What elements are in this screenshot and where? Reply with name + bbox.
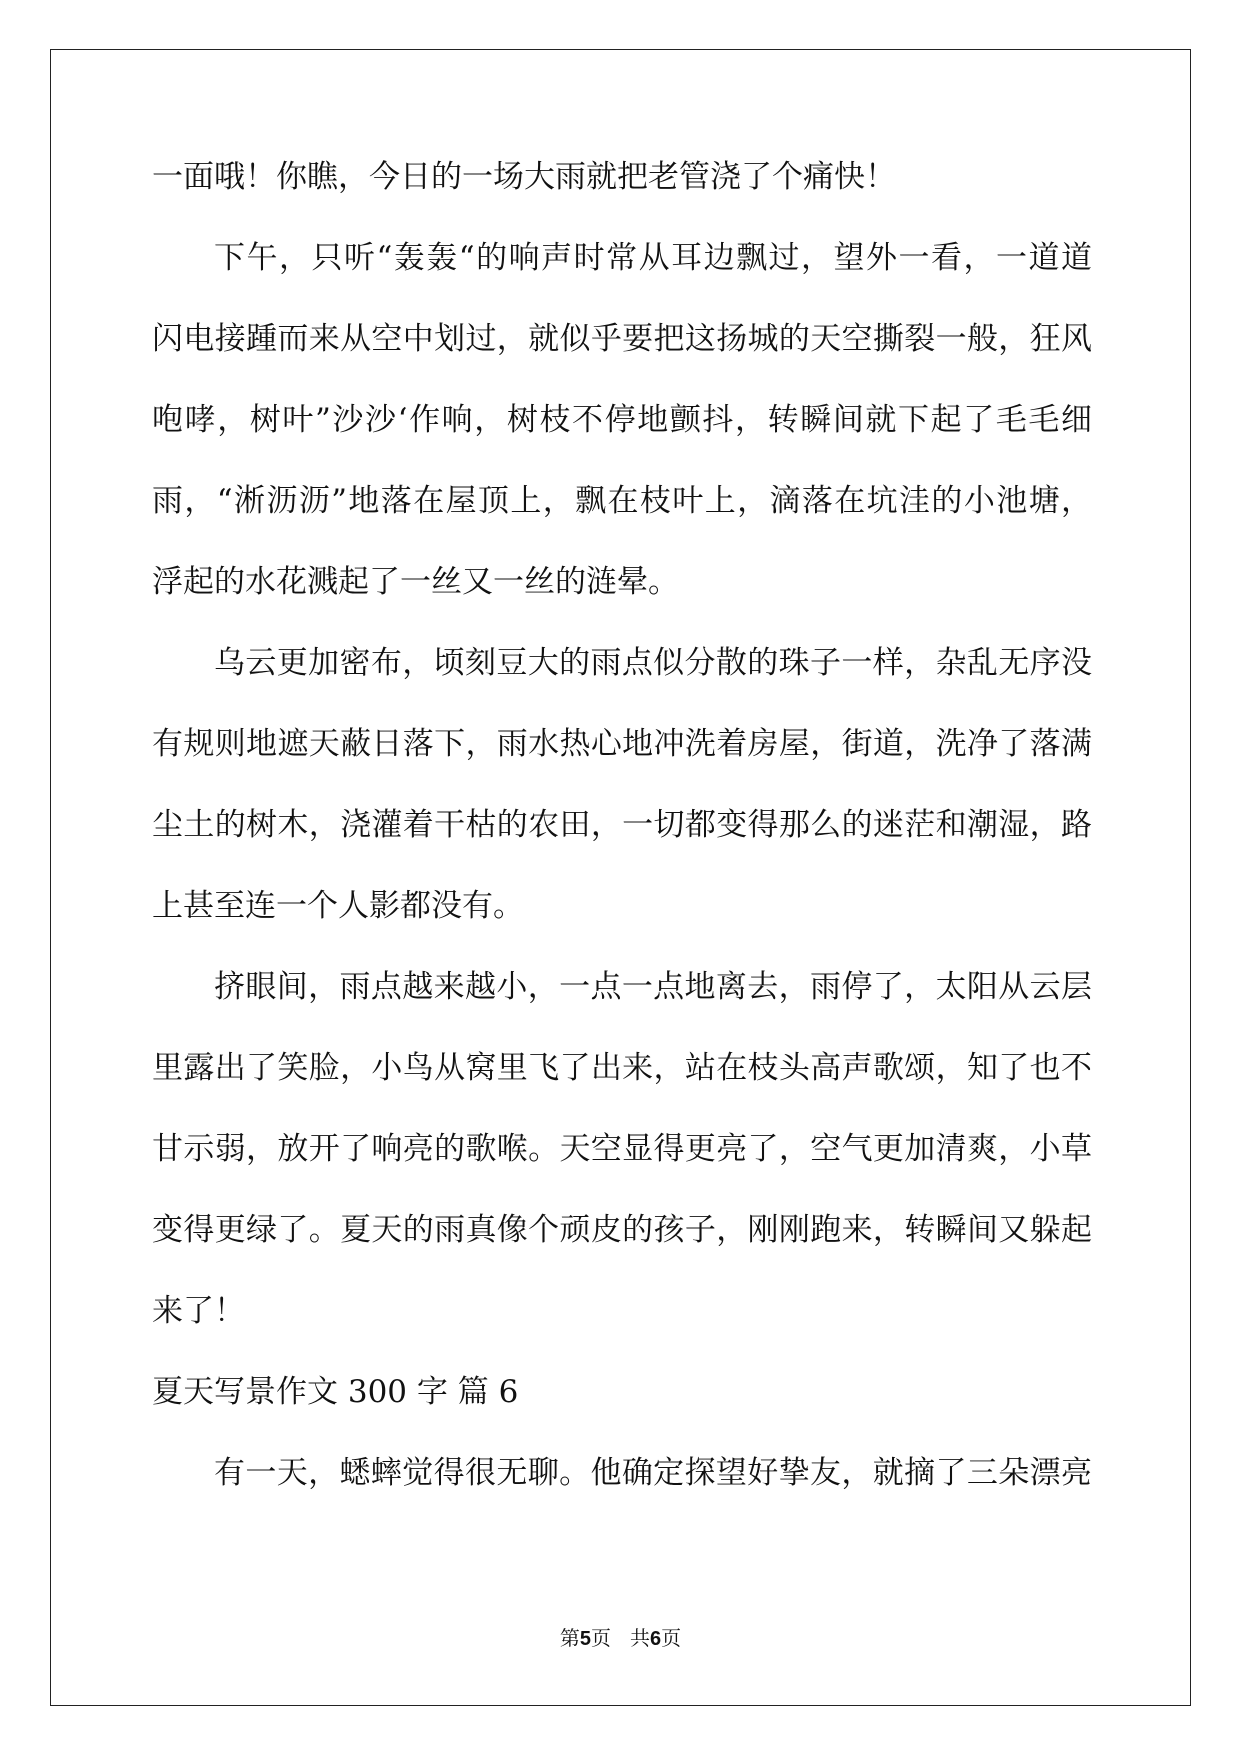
footer-total-prefix: 共 <box>630 1626 651 1650</box>
text-line: 变得更绿了。夏天的雨真像个顽皮的孩子，刚刚跑来，转瞬间又躲起 <box>152 1212 1092 1248</box>
page-footer <box>0 1622 1241 1651</box>
text-line: 甘示弱，放开了响亮的歌喉。天空显得更亮了，空气更加清爽，小草 <box>152 1131 1092 1167</box>
section-heading: 夏天写景作文 300 字 篇 6 <box>152 1374 519 1410</box>
text-line: 下午，只听“轰轰“的响声时常从耳边飘过，望外一看，一道道 <box>214 240 1092 276</box>
footer-total-pages: 6 <box>650 1628 662 1650</box>
footer-page-unit: 页 <box>590 1626 611 1650</box>
text-line: 上甚至连一个人影都没有。 <box>152 888 524 924</box>
text-line: 一面哦！你瞧，今日的一场大雨就把老管浇了个痛快！ <box>152 159 896 195</box>
text-line: 乌云更加密布，顷刻豆大的雨点似分散的珠子一样，杂乱无序没 <box>214 645 1092 681</box>
text-line: 里露出了笑脸，小鸟从窝里飞了出来，站在枝头高声歌颂，知了也不 <box>152 1050 1092 1086</box>
text-line: 雨，“淅沥沥”地落在屋顶上，飘在枝叶上，滴落在坑洼的小池塘， <box>152 483 1092 519</box>
footer-page-number: 5 <box>579 1628 591 1650</box>
footer-prefix: 第 <box>559 1626 580 1650</box>
text-line: 来了！ <box>152 1293 245 1329</box>
text-line: 咆哮，树叶”沙沙‘作响，树枝不停地颤抖，转瞬间就下起了毛毛细 <box>152 402 1092 438</box>
text-line: 尘土的树木，浇灌着干枯的农田，一切都变得那么的迷茫和潮湿，路 <box>152 807 1092 843</box>
document-body <box>152 155 1092 1532</box>
text-line: 有一天，蟋蟀觉得很无聊。他确定探望好挚友，就摘了三朵漂亮 <box>214 1455 1092 1491</box>
text-line: 浮起的水花溅起了一丝又一丝的涟晕。 <box>152 564 679 600</box>
text-line: 挤眼间，雨点越来越小，一点一点地离去，雨停了，太阳从云层 <box>214 969 1092 1005</box>
text-line: 有规则地遮天蔽日落下，雨水热心地冲洗着房屋，街道，洗净了落满 <box>152 726 1092 762</box>
text-line: 闪电接踵而来从空中划过，就似乎要把这扬城的天空撕裂一般，狂风 <box>152 321 1092 357</box>
footer-total-unit: 页 <box>661 1626 682 1650</box>
